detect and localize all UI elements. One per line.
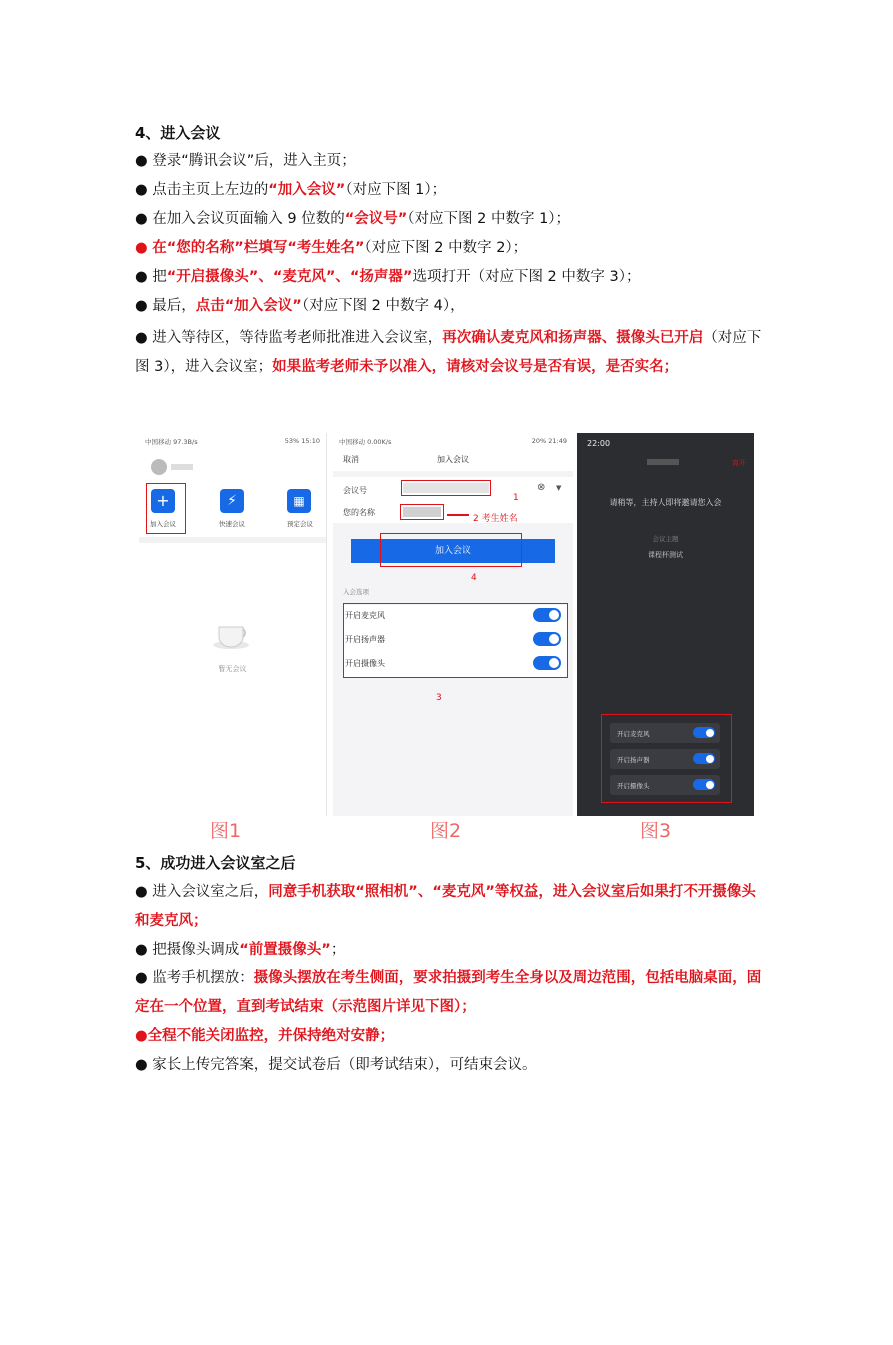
highlight-box <box>146 483 186 534</box>
coffee-cup-icon <box>213 621 253 649</box>
figure-2-caption: 图2 <box>430 820 462 842</box>
clear-icon[interactable]: ⊗ <box>537 482 546 493</box>
list-item: ● 在“您的名称”栏填写“考生姓名”（对应下图 2 中数字 2）； <box>135 240 528 256</box>
arrow-icon <box>447 514 469 516</box>
list-item: ● 登录“腾讯会议”后，进入主页； <box>135 153 356 169</box>
list-item: ● 进入等待区，等待监考老师批准进入会议室，再次确认麦克风和扬声器、摄像头已开启（对应下图 3），进入会议室；如果监考老师未予以准入，请核对会议号是否有误，是否实名； <box>135 330 762 375</box>
list-item: ● 监考手机摆放：摄像头摆放在考生侧面，要求拍摄到考生全身以及周边范围，包括电脑桌面，固定在一个位置，直到考试结束（示范图片详见下图）； <box>135 970 762 1015</box>
cancel-button[interactable]: 取消 <box>343 455 359 464</box>
chevron-down-icon[interactable]: ▼ <box>556 484 562 492</box>
avatar <box>151 459 167 475</box>
list-item: ● 在加入会议页面输入 9 位数的“会议号”（对应下图 2 中数字 1）； <box>135 211 571 227</box>
list-item: ●全程不能关闭监控，并保持绝对安静； <box>135 1028 395 1044</box>
figure-1-caption: 图1 <box>210 820 242 842</box>
list-item: ● 把摄像头调成“前置摄像头”； <box>135 942 346 958</box>
list-item: ● 进入会议室之后，同意手机获取“照相机”、“麦克风”等权益，进入会议室后如果打不开摄像头和麦克风； <box>135 884 756 929</box>
figure-3-screenshot: 22:00 离开 请稍等，主持人即将邀请您入会 会议主题 课程杯测试 开启麦克风 开启扬声器 开启摄像头 <box>577 433 754 816</box>
join-meeting-button[interactable]: 加入会议 <box>351 539 555 563</box>
list-item: ● 最后，点击“加入会议”（对应下图 2 中数字 4）， <box>135 298 465 314</box>
section-5-heading: 5、成功进入会议室之后 <box>135 854 296 872</box>
figure-2-screenshot: 中国移动 0.00K/s 20% 21:49 取消 加入会议 会议号 ⊗ ▼ 1 您的名称 2 考生姓名 加入会议 4 入会选项 开启麦克风 开启扬声器 开启摄像头 3 <box>333 433 573 816</box>
quick-meeting-icon[interactable]: ⚡ <box>220 489 244 513</box>
page-title: 加入会议 <box>437 455 469 464</box>
schedule-meeting-icon[interactable]: ▦ <box>287 489 311 513</box>
section-4-heading: 4、进入会议 <box>135 124 221 142</box>
leave-button[interactable]: 离开 <box>732 459 746 467</box>
list-item: ● 点击主页上左边的“加入会议”（对应下图 1）； <box>135 182 447 198</box>
figure-3-caption: 图3 <box>640 820 672 842</box>
figure-1-screenshot: 中国移动 97.3B/s 53% 15:10 + 加入会议 ⚡ 快速会议 ▦ 预定会议 暂无会议 <box>139 433 327 816</box>
list-item: ● 把“开启摄像头”、“麦克风”、“扬声器”选项打开（对应下图 2 中数字 3）； <box>135 269 641 285</box>
list-item: ● 家长上传完答案，提交试卷后（即考试结束），可结束会议。 <box>135 1057 537 1073</box>
join-meeting-icon[interactable]: + <box>151 489 175 513</box>
